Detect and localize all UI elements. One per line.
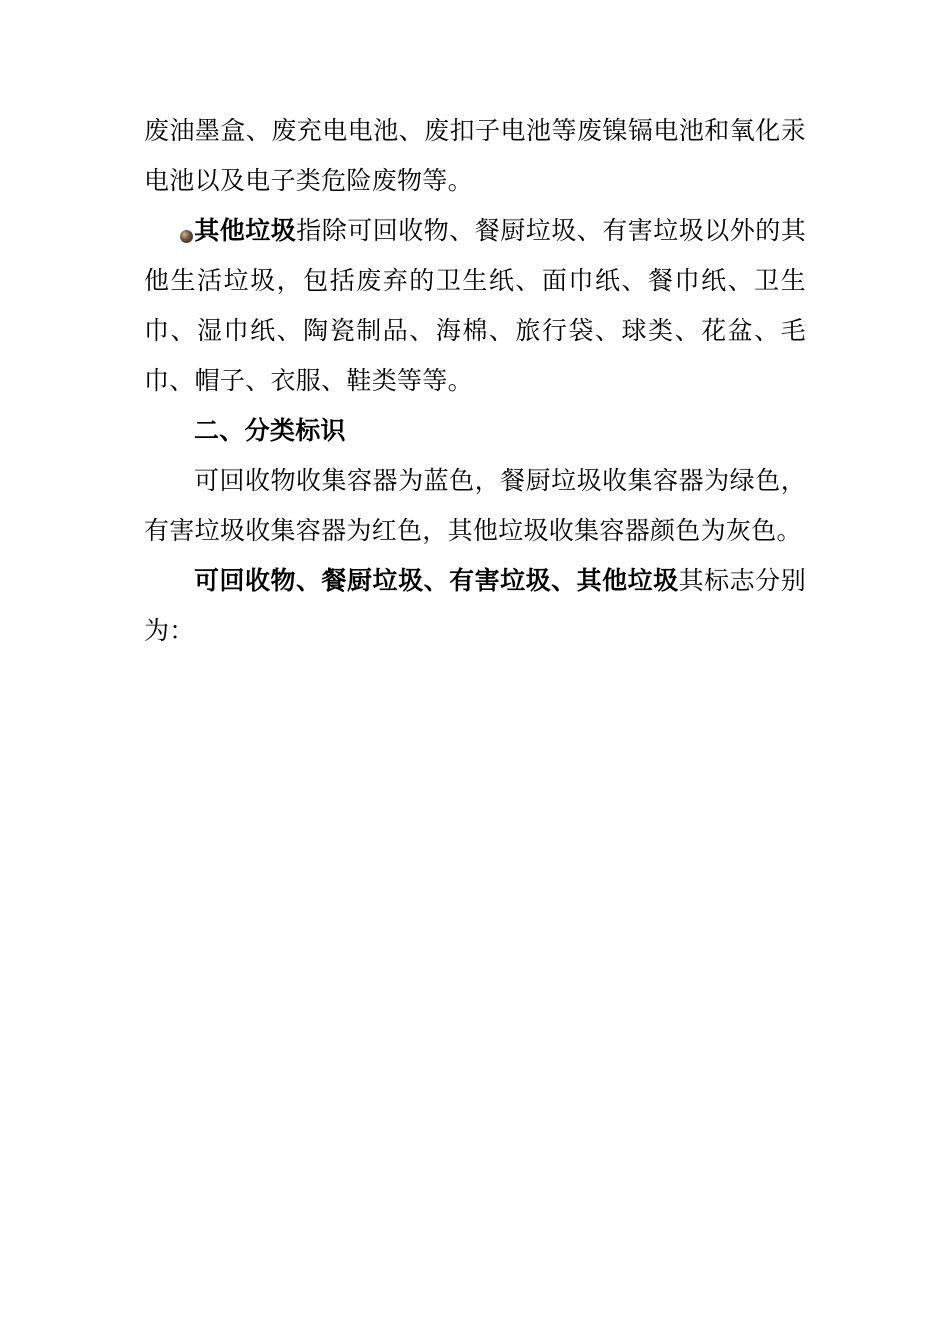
- paragraph-signs: [144, 556, 806, 656]
- paragraph-text: 指除可回收物、餐厨垃圾、有害垃圾以外的其他生活垃圾，包括废弃的卫生纸、面巾纸、餐巾纸、卫生巾、湿巾纸、陶瓷制品、海棉、旅行袋、球类、花盆、毛巾、帽子、衣服、鞋类等等。: [144, 216, 806, 395]
- section-heading: [144, 406, 806, 456]
- paragraph-text: 可回收物收集容器为蓝色，餐厨垃圾收集容器为绿色，有害垃圾收集容器为红色，其他垃圾收集容器颜色为灰色。: [144, 466, 806, 545]
- paragraph-hazardous-continued: [144, 106, 806, 206]
- bullet-icon: [180, 230, 193, 243]
- paragraph-text: 废油墨盒、废充电电池、废扣子电池等废镍镉电池和氧化汞电池以及电子类危险废物等。: [144, 116, 806, 195]
- paragraph-container-colors: [144, 456, 806, 556]
- term-other-waste: 其他垃圾: [194, 216, 297, 245]
- paragraph-other-waste: [144, 206, 806, 406]
- document-page: [144, 106, 806, 656]
- term-categories: 可回收物、餐厨垃圾、有害垃圾、其他垃圾: [194, 566, 679, 595]
- paragraph-text: 其标志分别为：: [144, 566, 806, 645]
- heading-text: 二、分类标识: [194, 416, 346, 445]
